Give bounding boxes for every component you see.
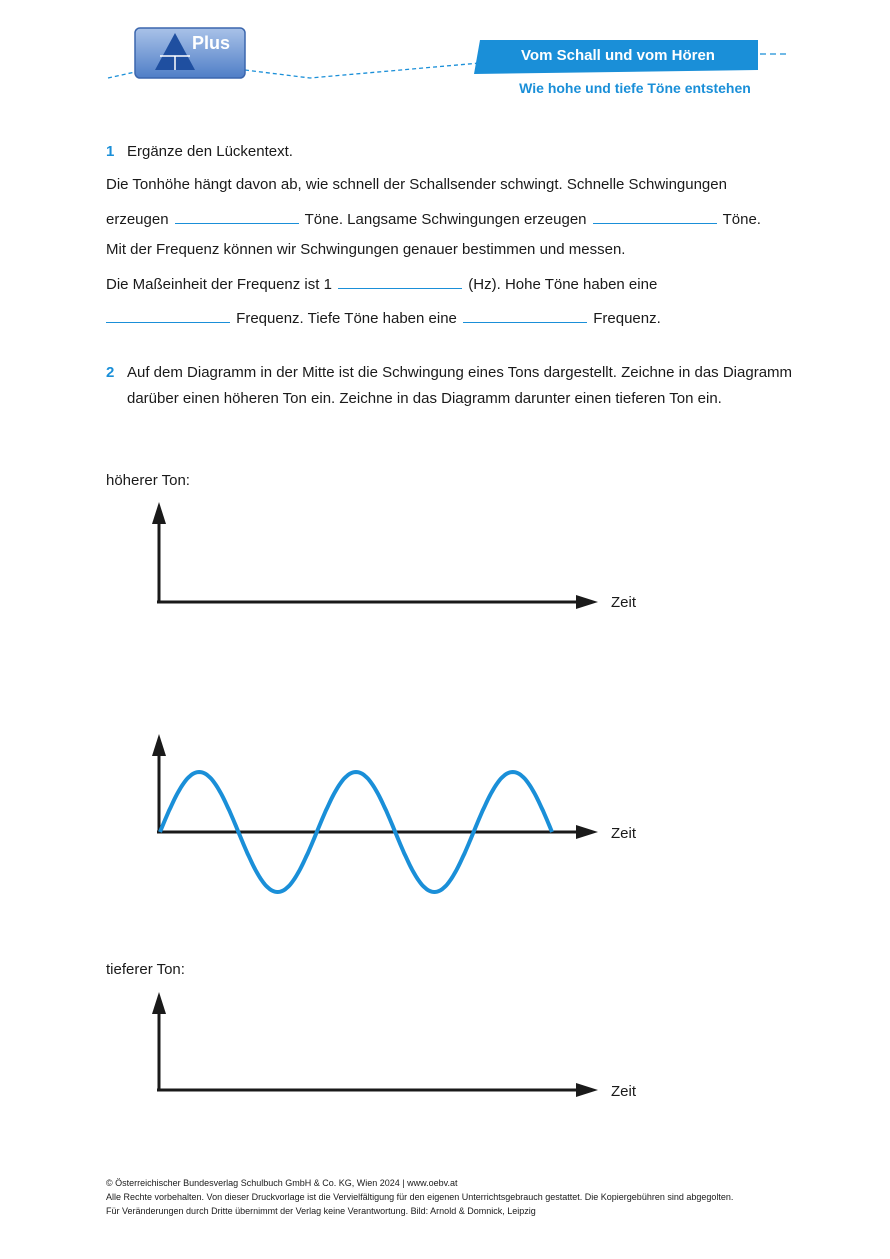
text-segment: (Hz). Hohe Töne haben eine (468, 276, 658, 293)
text-segment: Die Maßeinheit der Frequenz ist 1 (106, 276, 332, 293)
task2-text: Auf dem Diagramm in der Mitte ist die Schwingung eines Tons dargestellt. Zeichne in das Diagramm darüber einen höheren Ton ein. Zeichne in das Diagramm darunter einen tieferen Ton ein. (127, 364, 793, 407)
task2 (106, 360, 796, 411)
task1-number: 1 (106, 143, 115, 160)
lower-tone-label: tieferer Ton: (106, 961, 185, 978)
x-axis-arrow (576, 825, 598, 839)
lower-tone-diagram[interactable] (152, 992, 598, 1097)
task1-line4 (106, 274, 657, 293)
text-segment: Töne. Langsame Schwingungen erzeugen (304, 211, 587, 228)
y-axis-arrow (152, 502, 166, 524)
footer-copyright: © Österreichischer Bundesverlag Schulbuch GmbH & Co. KG, Wien 2024 | www.oebv.at (106, 1178, 458, 1188)
task1-line3: Mit der Frequenz können wir Schwingungen genauer bestimmen und messen. (106, 241, 626, 258)
task1-line2 (106, 209, 761, 228)
diagrams-canvas (0, 490, 890, 1110)
reference-tone-diagram (152, 734, 598, 892)
footer-disclaimer: Für Veränderungen durch Dritte übernimmt der Verlag keine Verantwortung. Bild: Arnold & Domnick, Leipzig (106, 1206, 536, 1216)
task1-line5 (106, 308, 661, 327)
footer (106, 1176, 733, 1218)
task2-number: 2 (106, 364, 115, 381)
blank-high-frequency[interactable] (106, 308, 230, 323)
axis-label-time: Zeit (611, 594, 637, 611)
blank-slow-tones[interactable] (593, 209, 717, 224)
page-subtitle: Wie hohe und tiefe Töne entstehen (519, 80, 751, 96)
logo-text: Plus (192, 33, 231, 53)
task1-heading (106, 143, 293, 160)
higher-tone-diagram[interactable] (152, 502, 598, 609)
x-axis-arrow (576, 595, 598, 609)
chapter-title: Vom Schall und vom Hören (521, 47, 715, 64)
publisher-logo (135, 28, 245, 78)
task1-line1: Die Tonhöhe hängt davon ab, wie schnell der Schallsender schwingt. Schnelle Schwingungen (106, 176, 727, 193)
axis-label-time: Zeit (611, 825, 637, 842)
blank-unit[interactable] (338, 274, 462, 289)
y-axis-arrow (152, 992, 166, 1014)
y-axis-arrow (152, 734, 166, 756)
task1-instruction: Ergänze den Lückentext. (127, 143, 293, 160)
footer-rights: Alle Rechte vorbehalten. Von dieser Druckvorlage ist die Vervielfältigung für den eigenen Unterrichtsgebrauch gestattet. Die Kopiergebühren sind abgegolten. (106, 1192, 734, 1202)
text-segment: Töne. (722, 211, 761, 228)
x-axis-arrow (576, 1083, 598, 1097)
text-segment: Frequenz. Tiefe Töne haben eine (236, 310, 457, 327)
blank-fast-tones[interactable] (175, 209, 299, 224)
higher-tone-label: höherer Ton: (106, 472, 190, 489)
axis-label-time: Zeit (611, 1083, 637, 1100)
text-segment: Frequenz. (593, 310, 661, 327)
text-segment: erzeugen (106, 211, 169, 228)
blank-low-frequency[interactable] (463, 308, 587, 323)
